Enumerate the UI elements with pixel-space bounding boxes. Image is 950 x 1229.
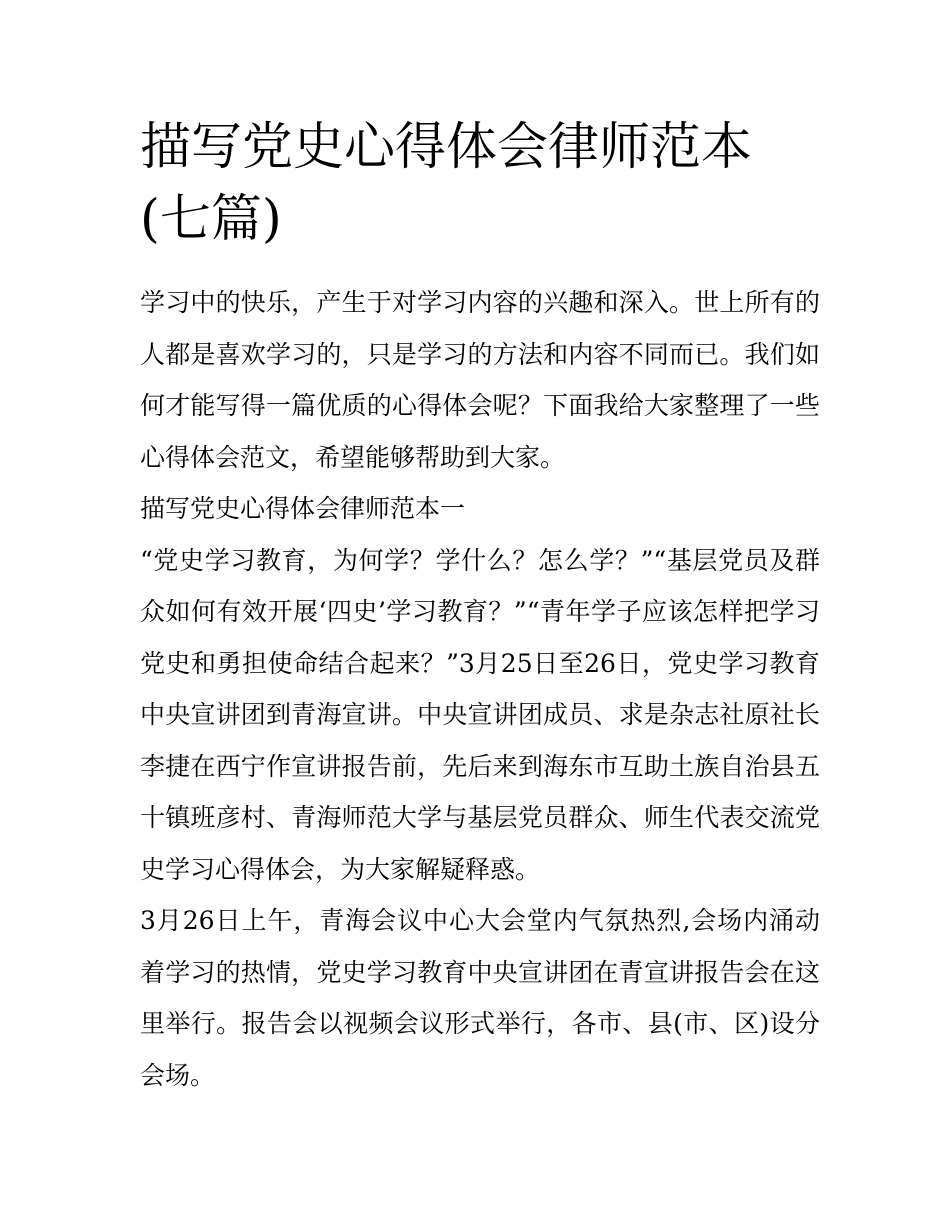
section-heading: 描写党史心得体会律师范本一 <box>140 494 466 523</box>
body-paragraph: 3月26日上午，青海会议中心大会堂内气氛热烈,会场内涌动着学习的热情，党史学习教育中央宣讲团在青宣讲报告会在这里举行。报告会以视频会议形式举行，各市、县(市、区)设分会场。 <box>140 906 820 1090</box>
body-paragraph: “党史学习教育，为何学？学什么？怎么学？”“基层党员及群众如何有效开展‘四史’学习教育？”“青年学子应该怎样把学习党史和勇担使命结合起来？”3月25日至26日，党史学习教育中央宣讲团到青海宣讲。中央宣讲团成员、求是杂志社原社长李捷在西宁作宣讲报告前，先后来到海东市互助土族自治县五十镇班彦村、青海师范大学与基层党员群众、师生代表交流党史学习心得体会，为大家解疑释惑。 <box>140 545 820 884</box>
document-body <box>140 277 820 1101</box>
intro-paragraph: 学习中的快乐，产生于对学习内容的兴趣和深入。世上所有的人都是喜欢学习的，只是学习的方法和内容不同而已。我们如何才能写得一篇优质的心得体会呢？下面我给大家整理了一些心得体会范文，希望能够帮助到大家。 <box>140 288 820 472</box>
document-title: 描写党史心得体会律师范本(七篇) <box>140 118 753 249</box>
